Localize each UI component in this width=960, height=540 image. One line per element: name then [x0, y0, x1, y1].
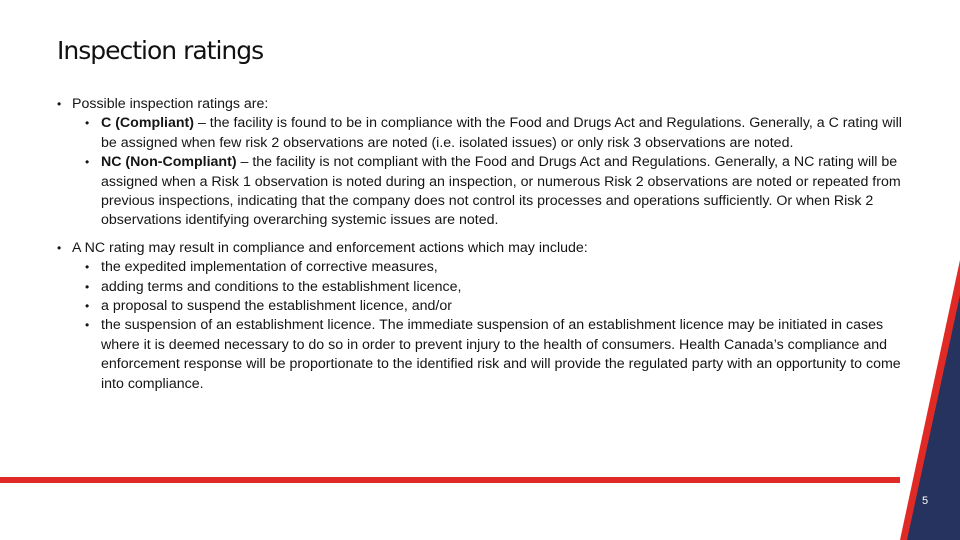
action-item: • a proposal to suspend the establishment licence, and/or: [85, 297, 906, 316]
ratings-intro: Possible inspection ratings are:: [72, 96, 269, 112]
rating-label: C (Compliant): [101, 115, 194, 132]
page-number: 5: [921, 495, 929, 507]
action-item: • the suspension of an establishment licence. The immediate suspension of an establishment licence may be initiated in cases where it is deemed necessary to do so in order to prevent injury to the health of consumers. Health Canada’s compliance and enforcement response will be proportionate to the identified risk and will provide the regulated party with an opportunity to come into compliance.: [85, 316, 906, 394]
slide-title: Inspection ratings: [57, 36, 264, 65]
rating-text: – the facility is not compliant with the Food and Drugs Act and Regulations. Generally, a NC rating will be assigned when a Risk 1 observation is noted during an inspection, or numerous Risk 2 observations are noted or repeated from previous inspections, indicating that the company does not control its processes and operations sufficiently. Or when Risk 2 observations identifying overarching systemic issues are noted.: [101, 154, 901, 229]
action-item: • adding terms and conditions to the establishment licence,: [85, 278, 906, 297]
actions-intro: A NC rating may result in compliance and enforcement actions which may include:: [72, 239, 588, 256]
rating-text: – the facility is found to be in compliance with the Food and Drugs Act and Regulations. Generally, a C rating will be assigned when few risk 2 observations are noted (i.e. isolated issues) or only risk 3 observations are noted.: [101, 115, 902, 151]
action-item: • the expedited implementation of corrective measures,: [85, 258, 906, 277]
rating-label: NC (Non-Compliant): [101, 154, 237, 171]
